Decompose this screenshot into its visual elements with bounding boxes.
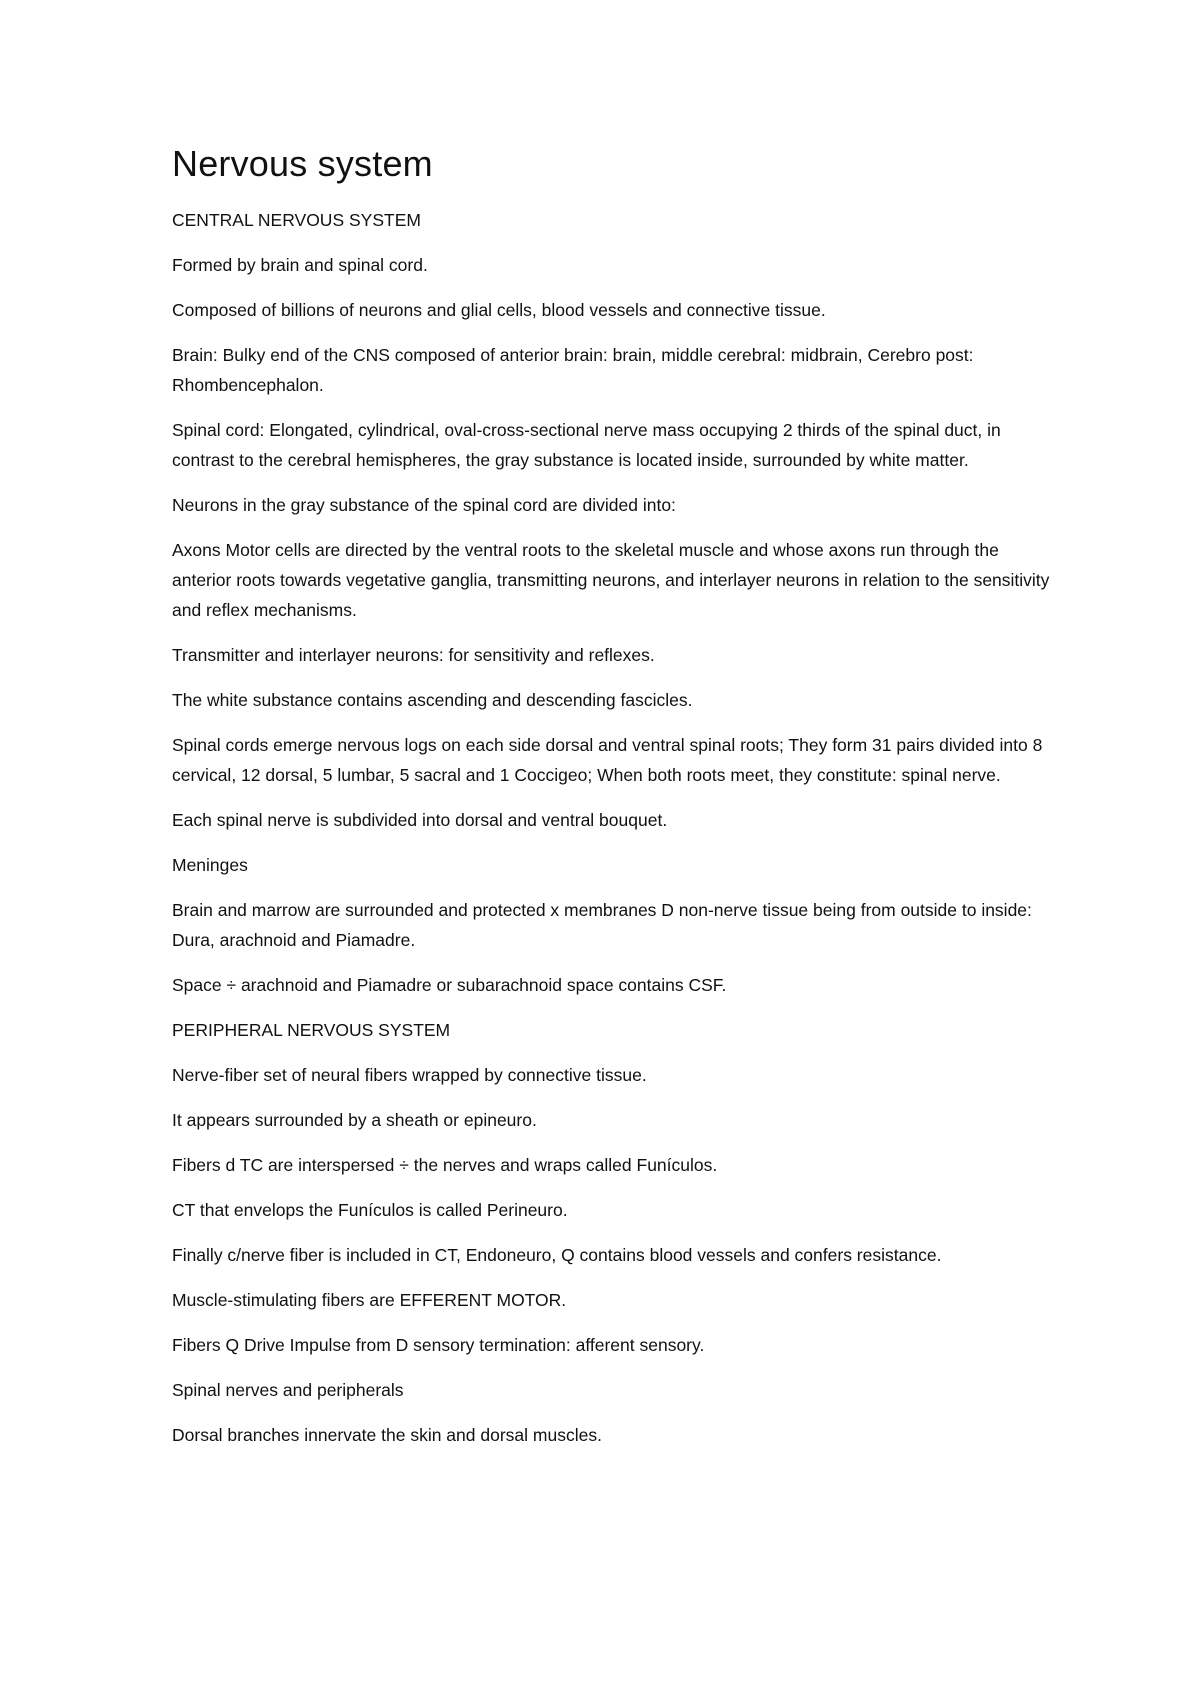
paragraph: Dorsal branches innervate the skin and dorsal muscles.	[172, 1425, 602, 1446]
heading-meninges: Meninges	[172, 855, 248, 876]
heading-peripheral-nervous-system: PERIPHERAL NERVOUS SYSTEM	[172, 1020, 451, 1041]
document-page	[172, 142, 1052, 1465]
paragraph: Formed by brain and spinal cord.	[172, 255, 428, 276]
paragraph: Fibers Q Drive Impulse from D sensory termination: afferent sensory.	[172, 1335, 705, 1356]
paragraph: Nerve-fiber set of neural fibers wrapped by connective tissue.	[172, 1065, 647, 1086]
paragraph: Transmitter and interlayer neurons: for sensitivity and reflexes.	[172, 645, 655, 666]
paragraph: The white substance contains ascending and descending fascicles.	[172, 690, 693, 711]
heading-central-nervous-system: CENTRAL NERVOUS SYSTEM	[172, 210, 421, 231]
paragraph: Brain: Bulky end of the CNS composed of anterior brain: brain, middle cerebral: midbrain, Cerebro post: Rhombencephalon.	[172, 345, 974, 396]
paragraph: Fibers d TC are interspersed ÷ the nerves and wraps called Funículos.	[172, 1155, 718, 1176]
paragraph: Each spinal nerve is subdivided into dorsal and ventral bouquet.	[172, 810, 668, 831]
paragraph: Finally c/nerve fiber is included in CT, Endoneuro, Q contains blood vessels and confers resistance.	[172, 1245, 942, 1266]
paragraph: Muscle-stimulating fibers are EFFERENT MOTOR.	[172, 1290, 567, 1311]
paragraph: Brain and marrow are surrounded and protected x membranes D non-nerve tissue being from outside to inside: Dura, arachnoid and Piamadre.	[172, 900, 1032, 951]
document-title: Nervous system	[172, 143, 433, 184]
paragraph: Axons Motor cells are directed by the ventral roots to the skeletal muscle and whose axons run through the anterior roots towards vegetative ganglia, transmitting neurons, and interlayer neurons in relation to the sensitivity and reflex mechanisms.	[172, 540, 1050, 621]
paragraph: Neurons in the gray substance of the spinal cord are divided into:	[172, 495, 676, 516]
paragraph: Spinal cord: Elongated, cylindrical, oval-cross-sectional nerve mass occupying 2 thirds of the spinal duct, in contrast to the cerebral hemispheres, the gray substance is located inside, surrounded by white matter.	[172, 420, 1001, 471]
paragraph: Space ÷ arachnoid and Piamadre or subarachnoid space contains CSF.	[172, 975, 727, 996]
paragraph: Spinal cords emerge nervous logs on each side dorsal and ventral spinal roots; They form 31 pairs divided into 8 cervical, 12 dorsal, 5 lumbar, 5 sacral and 1 Coccigeo; When both roots meet, they constitute: spinal nerve.	[172, 735, 1043, 786]
heading-spinal-nerves-and-peripherals: Spinal nerves and peripherals	[172, 1380, 404, 1401]
paragraph: Composed of billions of neurons and glial cells, blood vessels and connective tissue.	[172, 300, 826, 321]
paragraph: CT that envelops the Funículos is called Perineuro.	[172, 1200, 568, 1221]
paragraph: It appears surrounded by a sheath or epineuro.	[172, 1110, 537, 1131]
